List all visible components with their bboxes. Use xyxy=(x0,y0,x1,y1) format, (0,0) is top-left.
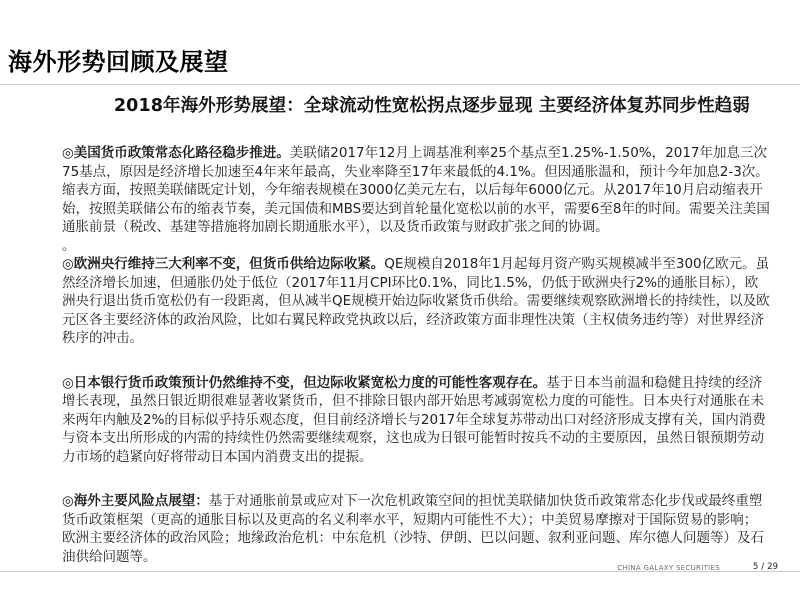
section-body: 基于日本当前温和稳健且持续的经济增长表现，虽然日银近期很难显著收紧货币，但不排除日银内部开始思考减弱宽松力度的可能性。日本央行对通胀在未来两年内触及2%的目标似乎持乐观态度，但目前经济增长与2017年全球复苏带动出口对经济形成支撑有关，国内消费与资本支出所形成的内需的持续性仍然需要继续观察，这也成为日银可能暂时按兵不动的主要原因，虽然日银预期劳动力市场的趋紧向好将带动日本国内消费支出的提振。 xyxy=(62,374,766,465)
section-lead: ◎日本银行货币政策预计仍然维持不变，但边际收紧宽松力度的可能性客观存在。 xyxy=(62,374,547,391)
section-lead: ◎美国货币政策常态化路径稳步推进。 xyxy=(62,145,290,161)
section-us-monetary-policy xyxy=(62,144,770,237)
section-overseas-risks xyxy=(62,492,770,566)
section-lead: ◎欧洲央行维持三大利率不变，但货币供给边际收紧。 xyxy=(62,256,385,272)
section-body: 美联储2017年12月上调基准利率25个基点至1.25%-1.50%，2017年加息三次75基点，原因是经济增长加速至4年来年最高，失业率降至17年来最低的4.1%。但因通胀温和，预计今年加息2-3次。缩表方面，按照美联储既定计划，今年缩表规模在3000亿美元左右，以后每年6000亿元。从2017年10月启动缩表开始，按照美联储公布的缩表节奏，美元国债和MBS要达到首轮量化宽松以前的水平，需要6至8年的时间。需要关注美国通胀前景（税改、基建等措施将加剧长期通胀水平），以及货币政策与财政扩张之间的协调。 xyxy=(62,145,770,235)
section-body: 基于对通胀前景或应对下一次危机政策空间的担忧美联储加快货币政策常态化步伐或最终重塑货币政策框架（更高的通胀目标以及更高的名义利率水平，短期内可能性不大）；中美贸易摩擦对于国际贸易的影响；欧洲主要经济体的政治风险；地缘政治危机：中东危机（沙特、伊朗、巴以问题、叙利亚问题、库尔德人问题等）及石油供给问题等。 xyxy=(62,493,764,565)
spacer xyxy=(62,466,770,492)
current-page: 5 xyxy=(752,562,759,572)
section-body: QE规模自2018年1月起每月资产购买规模减半至300亿欧元。虽然经济增长加速，但通胀仍处于低位（2017年11月CPI环比0.1%，同比1.5%，仍低于欧洲央行2%的通胀目标），欧洲央行退出货币宽松仍有一段距离，但从减半QE规模开始边际收紧货币供给。需要继续观察欧洲增长的持续性，以及欧元区各主要经济体的政治风险，比如右翼民粹政党执政以后，经济政策方面非理性决策（主权债务违约等）对世界经济秩序的冲击。 xyxy=(62,256,770,346)
page-title: 海外形势回顾及展望 xyxy=(8,48,229,76)
section-ecb-policy xyxy=(62,255,770,348)
section-boj-policy xyxy=(62,374,770,467)
footer-brand: CHINA GALAXY SECURITIES xyxy=(617,564,720,572)
page-number xyxy=(753,562,778,572)
section-trailing-mark: 。 xyxy=(62,237,76,254)
content-body xyxy=(62,144,770,566)
spacer xyxy=(62,348,770,374)
page-separator: / xyxy=(761,562,765,572)
header-divider xyxy=(0,84,800,85)
total-pages: 29 xyxy=(767,562,778,572)
page-subtitle: 2018年海外形势展望：全球流动性宽松拐点逐步显现 主要经济体复苏同步性趋弱 xyxy=(113,96,750,116)
section-lead: ◎海外主要风险点展望： xyxy=(62,493,209,509)
